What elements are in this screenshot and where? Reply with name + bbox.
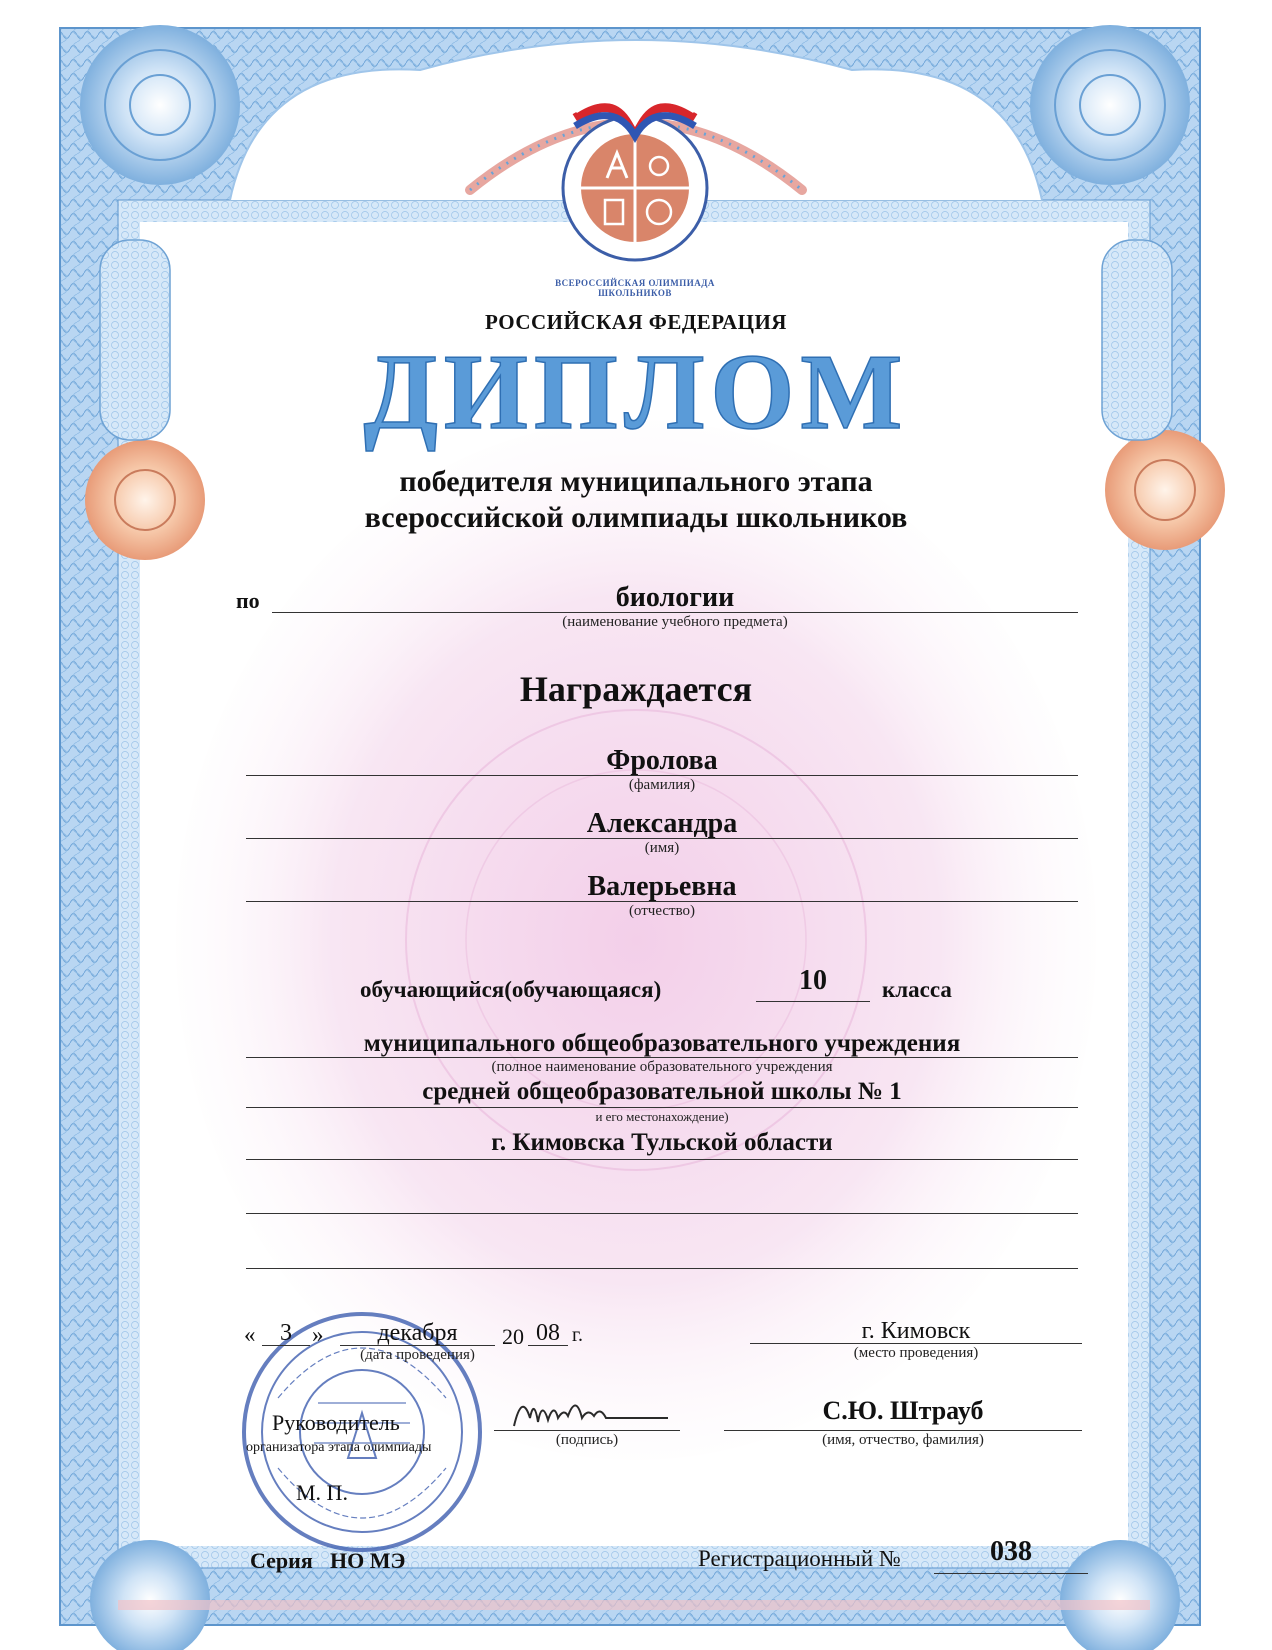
place-caption: (место проведения) xyxy=(853,1345,979,1361)
signature-underline xyxy=(494,1430,680,1431)
patronymic-caption: (отчество) xyxy=(628,903,696,919)
series-label: Серия xyxy=(250,1548,313,1573)
name-underline xyxy=(246,838,1078,839)
date-year-prefix: 20 xyxy=(502,1324,524,1349)
grade-underline xyxy=(756,1001,870,1002)
grade-suffix: класса xyxy=(882,977,952,1002)
date-quote-close: » xyxy=(312,1322,324,1347)
subtitle-line-1: победителя муниципального этапа xyxy=(399,465,873,498)
place-value: г. Кимовск xyxy=(861,1318,971,1344)
country-heading: РОССИЙСКАЯ ФЕДЕРАЦИЯ xyxy=(485,310,787,334)
signer-name-caption: (имя, отчество, фамилия) xyxy=(822,1432,984,1448)
signature-caption: (подпись) xyxy=(555,1432,619,1448)
date-day: 3 xyxy=(280,1320,292,1346)
signer-role-line-2: организатора этапа олимпиады xyxy=(246,1440,432,1455)
date-caption: (дата проведения) xyxy=(360,1347,475,1363)
grade-prefix: обучающийся(обучающаяся) xyxy=(360,977,662,1002)
school-line-3: г. Кимовска Тульской области xyxy=(491,1129,833,1156)
subject-prefix: по xyxy=(236,588,260,613)
registration-number: 038 xyxy=(990,1536,1032,1567)
surname-value: Фролова xyxy=(606,745,718,776)
school-underline-3 xyxy=(246,1159,1078,1160)
signer-name-underline xyxy=(724,1430,1082,1431)
school-caption-1: (полное наименование образовательного учреждения xyxy=(491,1059,833,1075)
signer-full-name: С.Ю. Штрауб xyxy=(822,1396,984,1425)
date-month: декабря xyxy=(377,1320,458,1346)
subject-value: биологии xyxy=(615,582,735,613)
series-value: НО МЭ xyxy=(330,1548,406,1573)
olympiad-emblem-icon xyxy=(555,88,715,268)
subject-caption: (наименование учебного предмета) xyxy=(562,614,788,630)
school-underline-2 xyxy=(246,1107,1078,1108)
place-underline xyxy=(750,1343,1082,1344)
school-caption-2: и его местонахождение) xyxy=(595,1109,729,1124)
handwritten-signature-icon xyxy=(508,1388,678,1436)
blank-underline-1 xyxy=(246,1213,1078,1214)
awarded-heading: Награждается xyxy=(519,669,753,709)
grade-value: 10 xyxy=(799,965,827,996)
stamp-place-label: М. П. xyxy=(296,1480,348,1505)
surname-caption: (фамилия) xyxy=(628,777,696,793)
registration-underline xyxy=(934,1573,1088,1574)
name-caption: (имя) xyxy=(644,840,680,856)
blank-underline-2 xyxy=(246,1268,1078,1269)
surname-underline xyxy=(246,775,1078,776)
patronymic-underline xyxy=(246,901,1078,902)
signer-role-line-1: Руководитель xyxy=(272,1410,400,1435)
subtitle-line-2: всероссийской олимпиады школьников xyxy=(364,501,908,534)
emblem-ring-text: ВСЕРОССИЙСКАЯ ОЛИМПИАДА ШКОЛЬНИКОВ xyxy=(555,278,715,298)
school-underline-1 xyxy=(246,1057,1078,1058)
name-value: Александра xyxy=(586,808,738,839)
date-quote-open: « xyxy=(244,1322,256,1347)
date-year-suffix: г. xyxy=(572,1324,583,1346)
diploma-title: ДИПЛОМ xyxy=(363,333,909,452)
registration-label: Регистрационный № xyxy=(698,1546,901,1571)
school-line-1: муниципального общеобразовательного учреждения xyxy=(363,1030,961,1057)
patronymic-value: Валерьевна xyxy=(587,871,737,902)
date-year: 08 xyxy=(536,1320,560,1346)
school-line-2: средней общеобразовательной школы № 1 xyxy=(422,1078,902,1105)
